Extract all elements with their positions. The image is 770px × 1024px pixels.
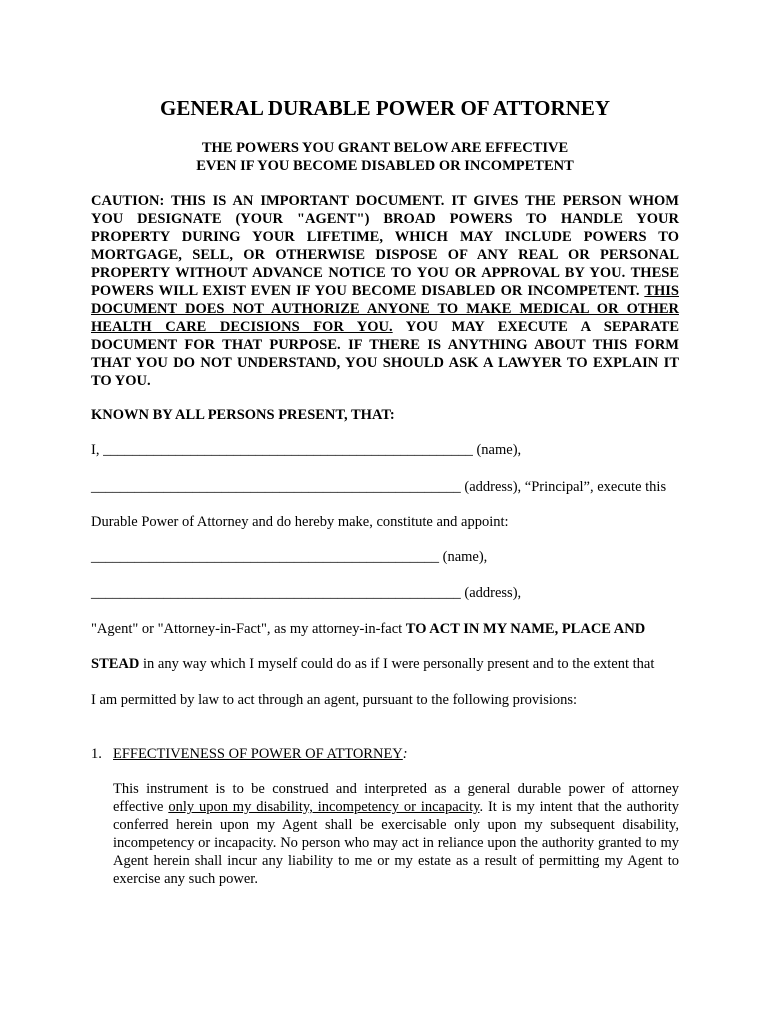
caution-text-1: CAUTION: THIS IS AN IMPORTANT DOCUMENT. IT GIVES THE PERSON WHOM YOU DESIGNATE (YOUR "AGENT") BROAD POWERS TO HANDLE YOUR PROPERTY DURING YOUR LIFETIME, WHICH MAY INCLUDE POWERS TO MORTGAGE, SELL, OR OTHERWISE DISPOSE OF ANY REAL OR PERSONAL PROPERTY WITHOUT ADVANCE NOTICE TO YOU OR APPROVAL BY YOU. THESE POWERS WILL EXIST EVEN IF YOU BECOME DISABLED OR INCOMPETENT. xyxy=(91,193,679,299)
document-title: GENERAL DURABLE POWER OF ATTORNEY xyxy=(159,96,610,120)
principal-address-line xyxy=(91,478,679,496)
section-text-2: . It is my intent that the authority conferred herein upon my Agent shall be exercisable only upon my subsequent disability, incompetency or incapacity. No person who may act in reliance upon the authority granted to my Agent herein shall incur any liability to me or my estate as a result of permitting my Agent to exercise any such power. xyxy=(113,799,679,887)
agent-address-line xyxy=(91,584,679,602)
document-subtitle xyxy=(0,139,770,175)
agent-address-label: (address), xyxy=(460,585,522,601)
agent-name-line xyxy=(91,548,679,566)
known-heading: KNOWN BY ALL PERSONS PRESENT, THAT: xyxy=(91,407,395,423)
principal-name-line xyxy=(91,441,679,459)
section-heading-colon: : xyxy=(402,746,408,762)
principal-address-blank[interactable]: ___________________________________________________ xyxy=(91,479,461,495)
section-heading-text: EFFECTIVENESS OF POWER OF ATTORNEY xyxy=(113,746,403,762)
agent-definition-text: "Agent" or "Attorney-in-Fact", as my attorney-in-fact xyxy=(91,621,406,637)
agent-name-blank[interactable]: ________________________________________________ xyxy=(91,549,439,565)
principal-address-label: (address), “Principal”, execute this xyxy=(460,479,667,495)
subtitle-line-1: THE POWERS YOU GRANT BELOW ARE EFFECTIVE xyxy=(201,140,569,156)
agent-address-blank[interactable]: ___________________________________________________ xyxy=(91,585,461,601)
stead-bold: STEAD xyxy=(91,656,140,672)
section-1-paragraph xyxy=(113,780,679,888)
section-underlined-text: only upon my disability, incompetency or incapacity xyxy=(168,799,480,815)
principal-prefix: I, xyxy=(91,442,104,458)
principal-name-label: (name), xyxy=(472,442,522,458)
agent-definition-bold: TO ACT IN MY NAME, PLACE AND xyxy=(405,621,646,637)
subtitle-line-2: EVEN IF YOU BECOME DISABLED OR INCOMPETENT xyxy=(196,158,574,174)
permitted-line: I am permitted by law to act through an agent, pursuant to the following provisions: xyxy=(91,692,578,708)
principal-name-blank[interactable]: ___________________________________________________ xyxy=(103,442,473,458)
caution-underlined-text: THIS DOCUMENT DOES NOT AUTHORIZE ANYONE TO MAKE MEDICAL OR OTHER HEALTH CARE DECISIONS FOR YOU. xyxy=(91,283,679,335)
section-1-heading xyxy=(91,745,679,763)
stead-line xyxy=(91,655,679,673)
caution-paragraph xyxy=(91,192,679,390)
section-text-1: This instrument is to be construed and interpreted as a general durable power of attorney effective xyxy=(113,781,679,815)
agent-name-label: (name), xyxy=(439,549,488,565)
appoint-line: Durable Power of Attorney and do hereby make, constitute and appoint: xyxy=(91,514,509,530)
stead-text: in any way which I myself could do as if I were personally present and to the extent that xyxy=(139,656,655,672)
agent-definition-line xyxy=(91,620,679,638)
caution-text-2: YOU MAY EXECUTE A SEPARATE DOCUMENT FOR THAT PURPOSE. IF THERE IS ANYTHING ABOUT THIS FORM THAT YOU DO NOT UNDERSTAND, YOU SHOULD ASK A LAWYER TO EXPLAIN IT TO YOU. xyxy=(91,319,680,389)
section-number: 1. xyxy=(91,746,102,762)
